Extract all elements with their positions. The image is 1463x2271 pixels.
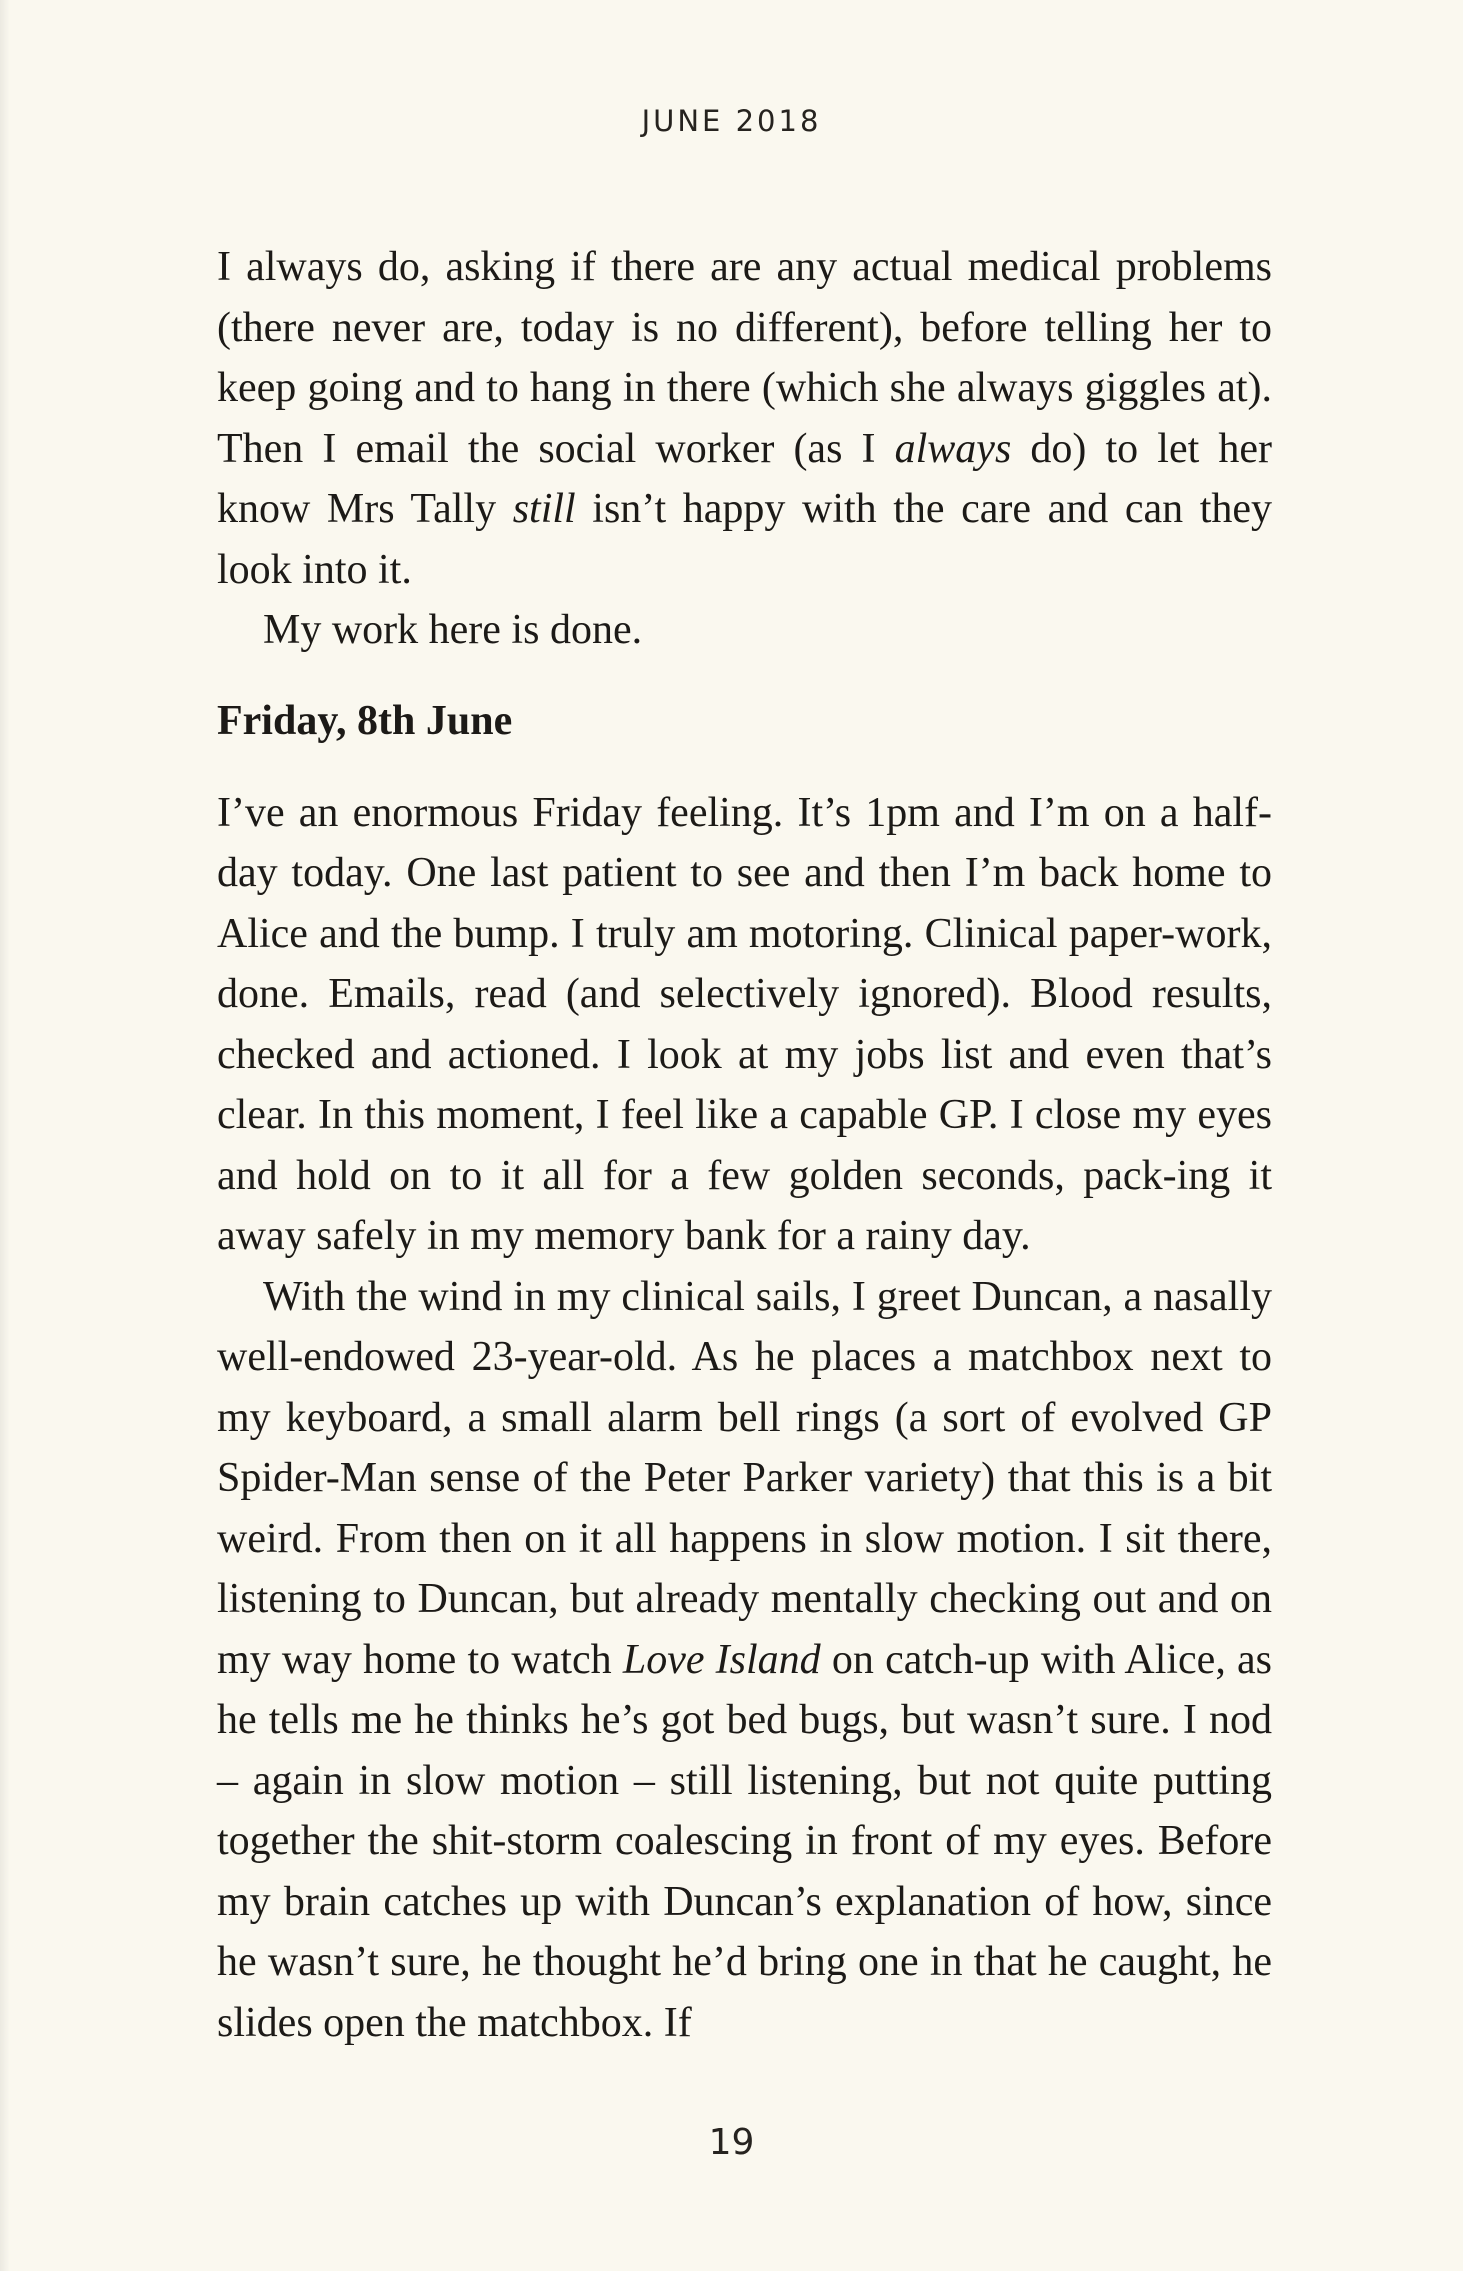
text-run: With the wind in my clinical sails, I greet Duncan, a nasally well-endowed 23-year-old. As he places a matchbox next to my keyboard, a small alarm bell rings (a sort of evolved GP Spider-Man sense of the Peter Parker variety) that this is a bit weird. From then on it all happens in slow motion. I sit there, listening to Duncan, but already mentally checking out and on my way home to watch [217,1273,1272,1683]
paragraphs-before-heading [217,237,1272,661]
italic-text: Love Island [622,1636,821,1683]
paragraphs-after-heading [217,783,1272,2054]
italic-text: always [894,425,1012,472]
paragraph [217,600,1272,661]
page-number: 19 [708,2122,755,2163]
paragraph [217,1267,1272,2054]
text-run: I always do, asking if there are any actual medical problems (there never are, today is no different), before telling her to keep going and to hang in there (which she always giggles at). Then I email the social worker (as I [217,244,1272,472]
text-run: I’ve an enormous Friday feeling. It’s 1pm and I’m on a half-day today. One last patient to see and then I’m back home to Alice and the bump. I truly am motoring. Clinical paper-work, done. Emails, read (and selectively ignored). Blood results, checked and actioned. I look at my jobs list and even that’s clear. In this moment, I feel like a capable GP. I close my eyes and hold on to it all for a few golden seconds, pack-ing it away safely in my memory bank for a rainy day. [217,789,1272,1259]
italic-text: still [512,486,576,532]
text-run: on catch-up with Alice, as he tells me he thinks he’s got bed bugs, but wasn’t sure. I nod – again in slow motion – still listening, but not quite putting together the shit-storm coalescing in front of my eyes. Before my brain catches up with Duncan’s explanation of how, since he wasn’t sure, he thought he’d bring one in that he caught, he slides open the matchbox. If [217,1636,1272,2046]
paragraph [217,783,1272,1267]
page-edge-shadow [0,0,10,2271]
body-text [217,237,1272,2053]
section-heading: Friday, 8th June [217,697,513,744]
text-run: isn’t happy with the care and can they look into it. [217,486,1272,593]
paragraph [217,237,1272,600]
text-run: My work here is done. [263,607,643,653]
running-head: JUNE 2018 [641,104,822,138]
text-run: do) to let her know Mrs Tally [217,425,1272,532]
